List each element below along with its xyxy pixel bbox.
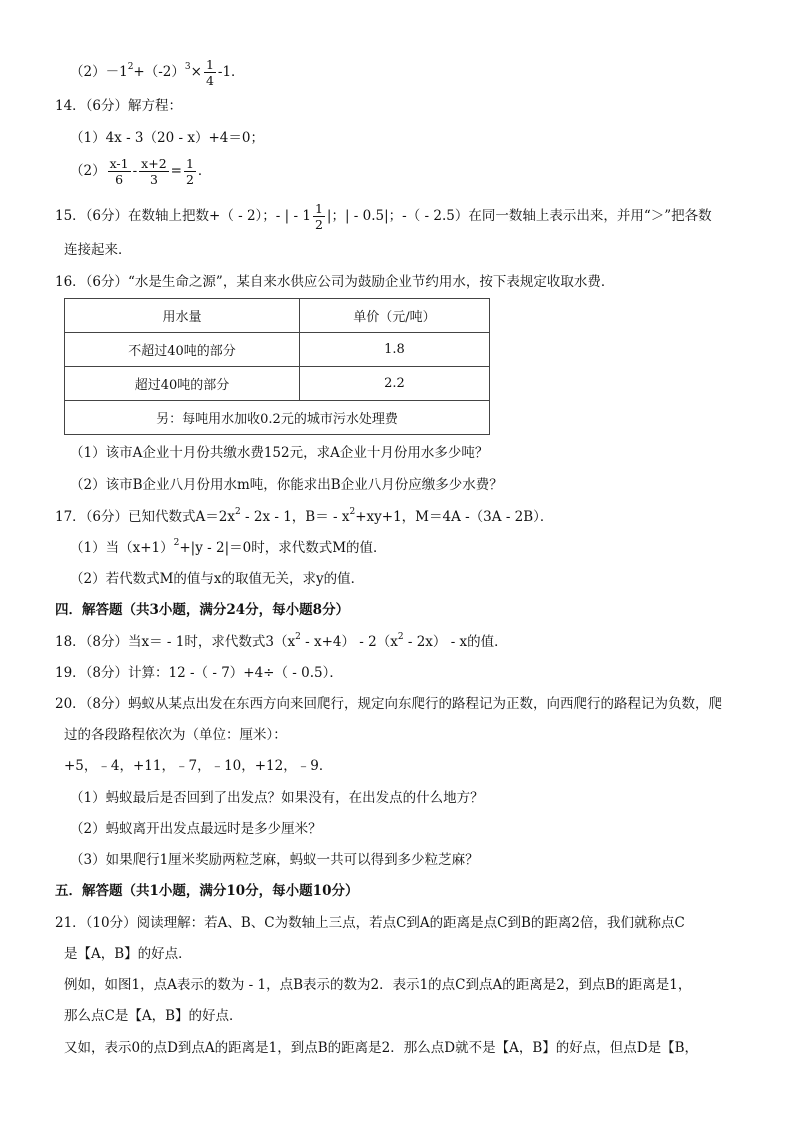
q20-line3: +5，﹣4，+11，﹣7，﹣10，+12，﹣9． — [64, 758, 333, 774]
fraction: $\frac{x+2}{3}$ — [141, 156, 167, 187]
q21-line2: 是【A，B】的好点． — [64, 946, 192, 962]
table-row — [65, 401, 490, 435]
q17-part2: （2）若代数式M的值与x的取值无关，求y的值． — [70, 571, 365, 587]
q17-part1: （1）当$(x+1)^2+|y - 2|=0$时，求代数式M的值． — [70, 538, 387, 556]
q18: 18．（8分）当x＝ - 1时，求代数式$3(x^2 - x+4) - 2(x^2 - 2x) - x$的值． — [55, 632, 508, 650]
table-cell: 1.8 — [300, 333, 490, 367]
q15-line1: 15．（6分）在数轴上把数+（ - 2）；- | - 1 $\frac{1}{2}$ |；| - 0.5|；-（ - 2.5）在同一数轴上表示出来，并用“＞”把各数 — [55, 201, 712, 232]
section-4-title: 四．解答题（共3小题，满分24分，每小题8分） — [55, 602, 350, 618]
table-cell: 2.2 — [300, 367, 490, 401]
table-cell: 超过40吨的部分 — [65, 367, 300, 401]
q20-line2: 过的各段路程依次为（单位：厘米）： — [64, 727, 287, 743]
q15-line2: 连接起来． — [64, 242, 132, 258]
table-row — [65, 367, 490, 401]
water-fee-table — [64, 298, 490, 435]
q16-part1: （1）该市A企业十月份共缴水费152元，求A企业十月份用水多少吨？ — [70, 445, 489, 461]
fraction: $\frac{1}{2}$ — [185, 156, 194, 187]
q14-part2: （2） $\frac{x-1}{6}$ - $\frac{x+2}{3}$ = $\frac{1}{2}$ ． — [70, 156, 212, 187]
q21-line3: 例如，如图1，点A表示的数为 - 1，点B表示的数为2．表示1的点C到点A的距离是2，到点B的距离是1， — [64, 977, 692, 993]
section-5-title: 五．解答题（共1小题，满分10分，每小题10分） — [55, 883, 359, 899]
q21-line1: 21．（10分）阅读理解：若A、B、C为数轴上三点，若点C到A的距离是点C到B的距离2倍，我们就称点C — [55, 915, 685, 931]
q16-heading: 16．（6分）“水是生命之源”，某自来水供应公司为鼓励企业节约用水，按下表规定收取水费． — [55, 274, 615, 290]
table-cell: 不超过40吨的部分 — [65, 333, 300, 367]
q19: 19．（8分）计算：12 -（ - 7）+4÷（ - 0.5）． — [55, 665, 343, 681]
q14-heading: 14．（6分）解方程： — [55, 98, 183, 114]
fraction: $\frac{x-1}{6}$ — [109, 156, 129, 187]
table-row — [65, 333, 490, 367]
fraction: $\frac{1}{4}$ — [205, 57, 214, 88]
table-header-cell: 单价（元/吨） — [300, 299, 490, 333]
fraction: $\frac{1}{2}$ — [314, 201, 323, 232]
table-header-cell: 用水量 — [65, 299, 300, 333]
q17-heading: 17．（6分）已知代数式$A=2x^2 - 2x - 1$，$B= - x^2+xy+1$，M＝4A -（3A - 2B）． — [55, 507, 554, 525]
q14-part1: （1）4x - 3（20 - x）+4＝0； — [70, 130, 264, 146]
table-header-row — [65, 299, 490, 333]
q20-part3: （3）如果爬行1厘米奖励两粒芝麻，蚂蚁一共可以得到多少粒芝麻？ — [70, 852, 479, 868]
q21-line5: 又如，表示0的点D到点A的距离是1，到点B的距离是2．那么点D就不是【A，B】的好点，但点D是【B， — [64, 1040, 698, 1056]
q16-part2: （2）该市B企业八月份用水m吨，你能求出B企业八月份应缴多少水费？ — [70, 477, 503, 493]
q13-part2: $(2)-1^2+(-2)^3\times$ $\frac{1}{4}$ -1． — [70, 57, 245, 88]
q20-part1: （1）蚂蚁最后是否回到了出发点？如果没有，在出发点的什么地方？ — [70, 790, 484, 806]
q21-line4: 那么点C是【A，B】的好点． — [64, 1008, 243, 1024]
table-note-cell: 另：每吨用水加收0.2元的城市污水处理费 — [65, 401, 490, 435]
q20-line1: 20．（8分）蚂蚁从某点出发在东西方向来回爬行，规定向东爬行的路程记为正数，向西爬行的路程记为负数，爬 — [55, 696, 723, 712]
q20-part2: （2）蚂蚁离开出发点最远时是多少厘米？ — [70, 821, 322, 837]
